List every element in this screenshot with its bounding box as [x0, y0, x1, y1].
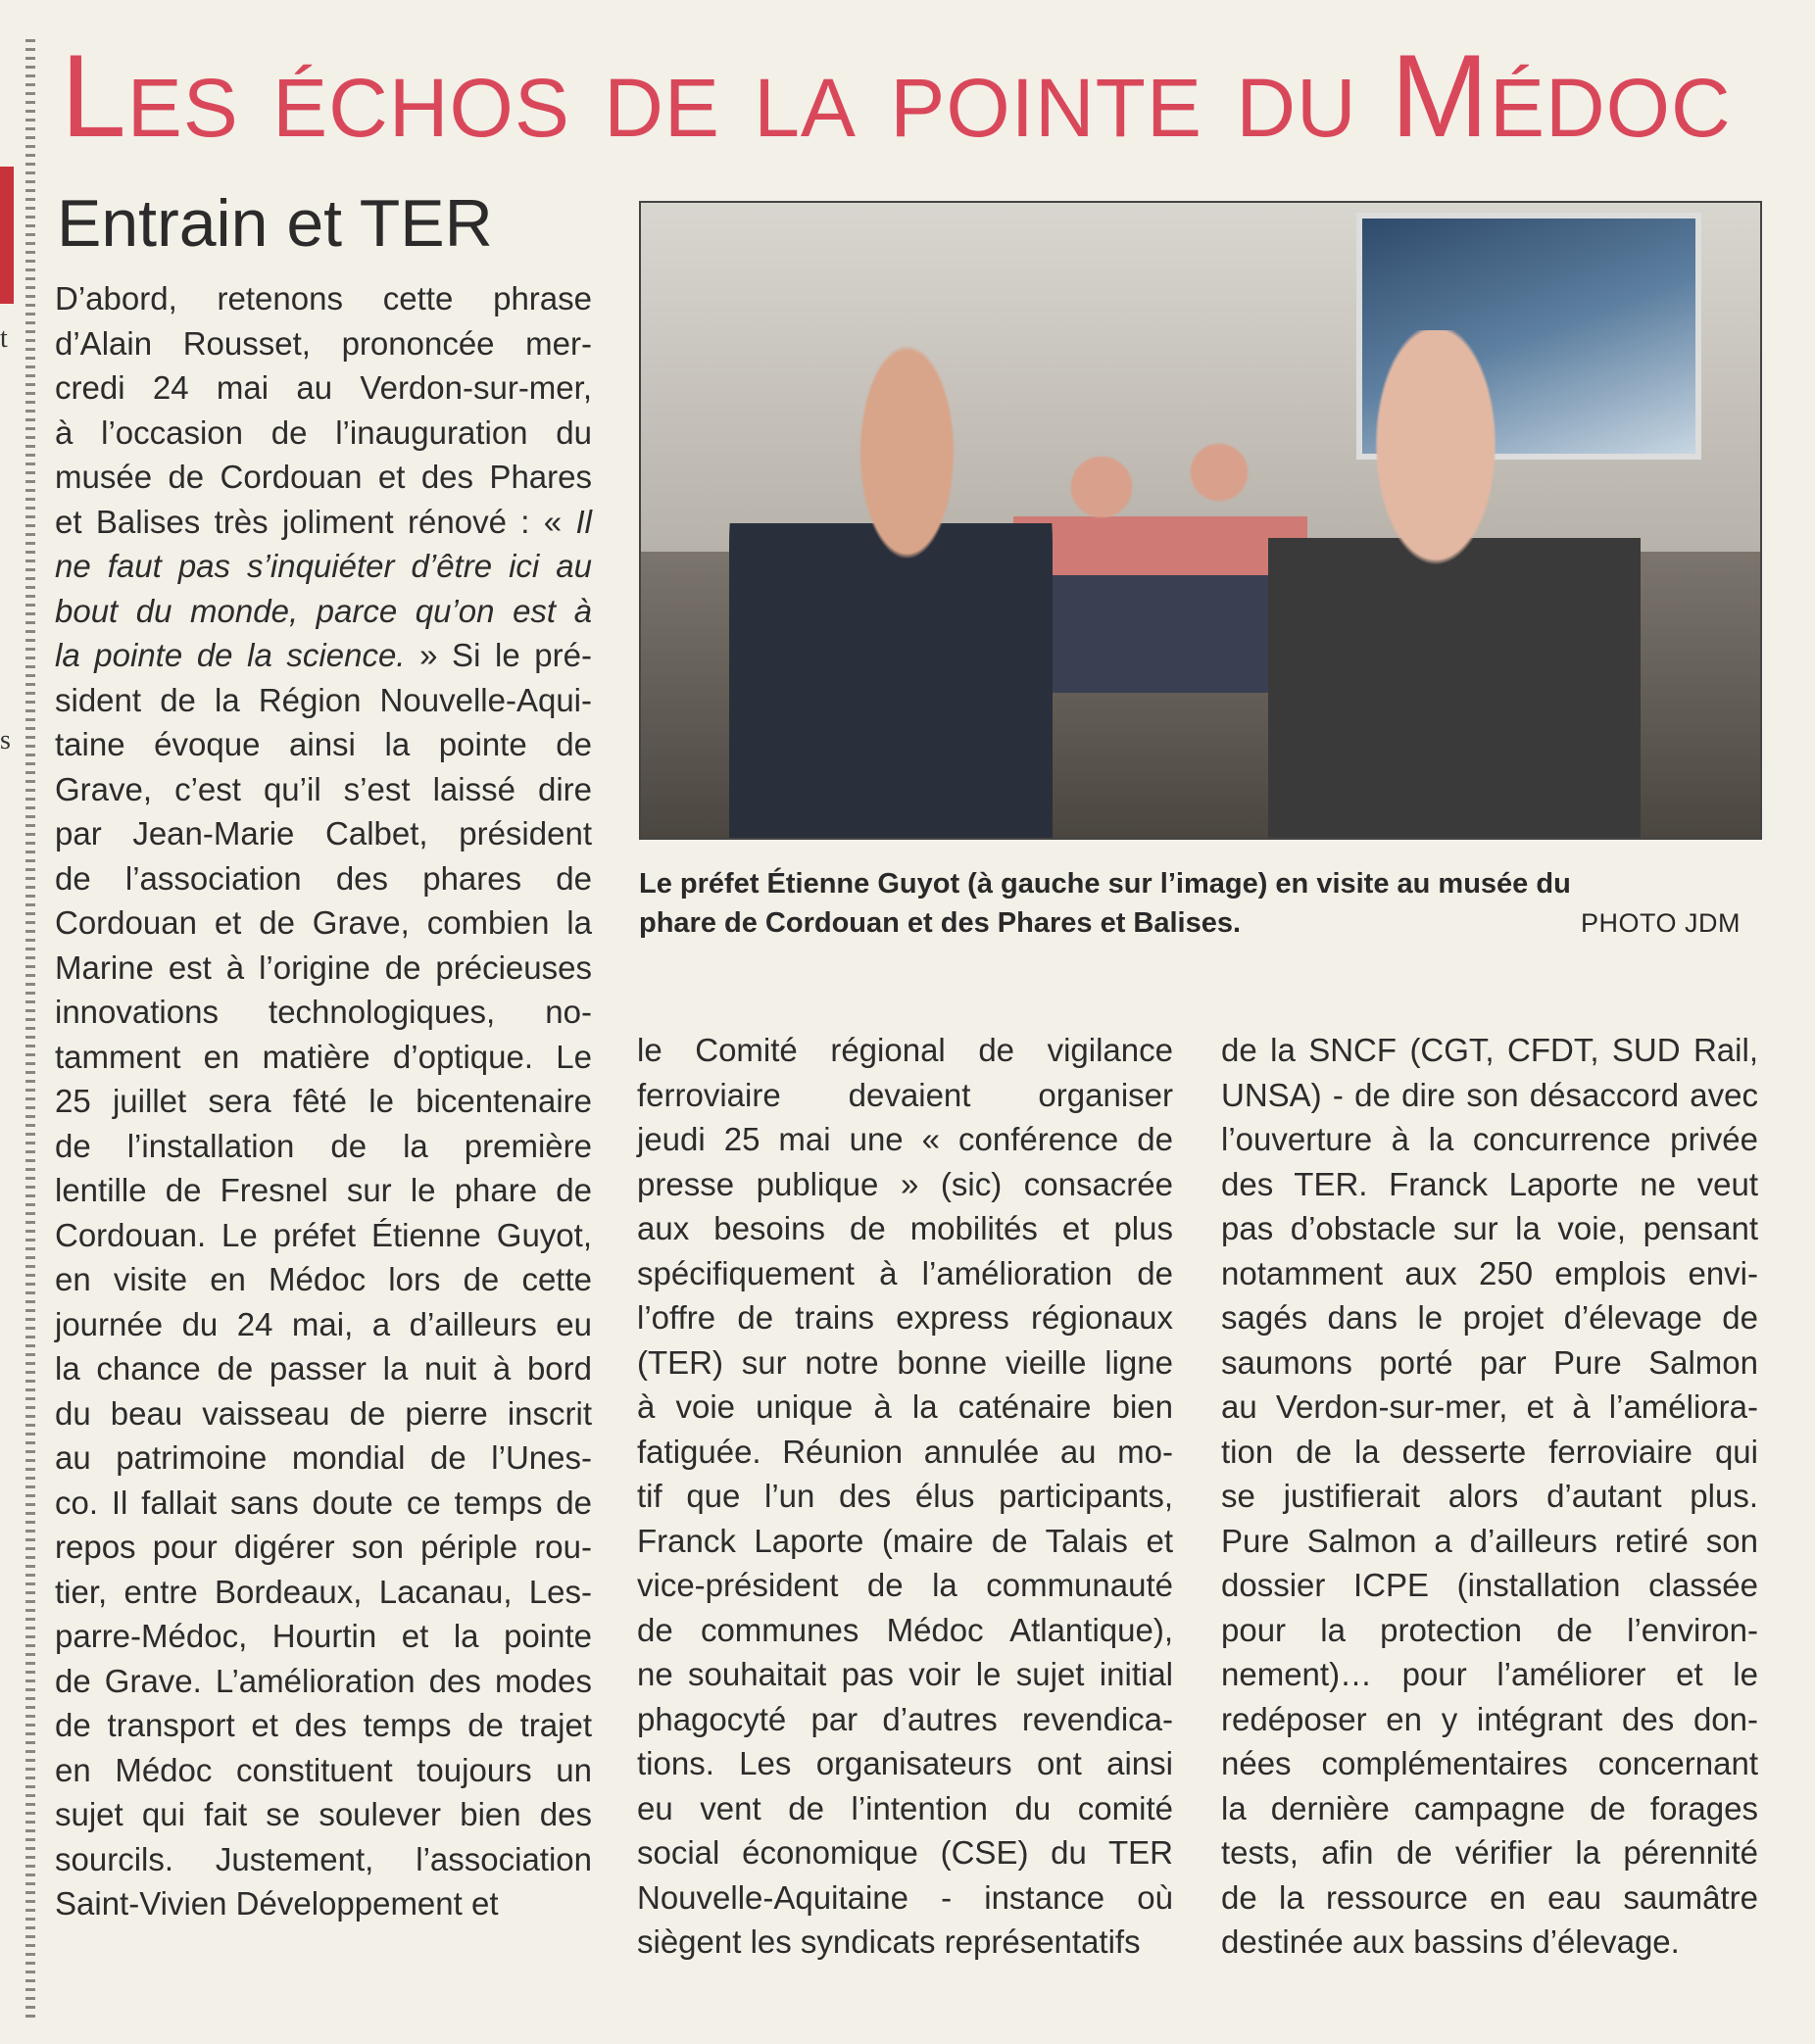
- article-text-line: Nouvelle-Aquitaine - instance où: [637, 1878, 1173, 1916]
- article-text-line: d’Alain Rousset, prononcée mer-: [55, 324, 592, 362]
- article-text-line: jeudi 25 mai une « conférence de: [637, 1121, 1173, 1157]
- article-column-1: [55, 276, 592, 1926]
- article-text-line: l’ouverture à la concurrence privée: [1221, 1121, 1758, 1157]
- article-text-line: fatiguée. Réunion annulée au mo-: [637, 1433, 1173, 1470]
- article-text-line: ne faut pas s’inquiéter d’être ici au: [55, 548, 592, 584]
- article-photo: [639, 201, 1762, 840]
- article-text-line: la pointe de la science. » Si le pré-: [55, 637, 592, 673]
- article-text-line: sident de la Région Nouvelle-Aqui-: [55, 681, 592, 718]
- article-text-line: à voie unique à la caténaire bien: [637, 1388, 1173, 1425]
- article-headline: Entrain et TER: [57, 186, 493, 261]
- article-text-line: UNSA) - de dire son désaccord avec: [1221, 1076, 1758, 1113]
- article-text-line: vice-président de la communauté: [637, 1567, 1173, 1603]
- article-text-line: se justifierait alors d’autant plus.: [1221, 1478, 1758, 1514]
- article-text-line: du beau vaisseau de pierre inscrit: [55, 1394, 592, 1432]
- article-text-line: le Comité régional de vigilance: [637, 1032, 1173, 1068]
- article-text-line: ferroviaire devaient organiser: [637, 1076, 1173, 1113]
- article-text-line: de la ressource en eau saumâtre: [1221, 1878, 1758, 1916]
- article-text-line: tests, afin de vérifier la pérennité: [1221, 1834, 1758, 1871]
- article-text-line: la chance de passer la nuit à bord: [55, 1350, 592, 1387]
- article-text-line: social économique (CSE) du TER: [637, 1834, 1173, 1871]
- article-text-line: pas d’obstacle sur la voie, pensant: [1221, 1210, 1758, 1246]
- article-text-line: Pure Salmon a d’ailleurs retiré son: [1221, 1522, 1758, 1559]
- article-text-line: tif que l’un des élus participants,: [637, 1478, 1173, 1514]
- article-text-line: tion de la desserte ferroviaire qui: [1221, 1433, 1758, 1470]
- article-text-line: l’offre de trains express régionaux: [637, 1299, 1173, 1336]
- article-text-line: sourcils. Justement, l’association: [55, 1840, 592, 1877]
- article-text-line: de transport et des temps de trajet: [55, 1707, 592, 1743]
- section-title: Les échos de la pointe du Médoc: [61, 30, 1732, 162]
- photo-person-bearded-man: [1268, 330, 1641, 840]
- article-text-line: taine évoque ainsi la pointe de: [55, 726, 592, 762]
- article-text-line: nées complémentaires concernant: [1221, 1745, 1758, 1781]
- article-column-2: [637, 1028, 1173, 1965]
- article-text-line: destinée aux bassins d’élevage.: [1221, 1923, 1680, 1960]
- adjacent-page-red-band: [0, 167, 14, 304]
- adjacent-page-letter: s: [0, 725, 11, 755]
- article-text-line: au patrimoine mondial de l’Unes-: [55, 1439, 592, 1476]
- article-text-line: sujet qui fait se soulever bien des: [55, 1796, 592, 1832]
- article-text-line: par Jean-Marie Calbet, président: [55, 815, 592, 852]
- article-text-line: repos pour digérer son périple rou-: [55, 1529, 592, 1565]
- article-column-3: [1221, 1028, 1758, 1965]
- article-text-line: de communes Médoc Atlantique),: [637, 1611, 1173, 1648]
- article-text-line: Cordouan et de Grave, combien la: [55, 904, 592, 941]
- article-text-line: aux besoins de mobilités et plus: [637, 1210, 1173, 1246]
- article-text-line: à l’occasion de l’inauguration du: [55, 414, 592, 451]
- article-text-line: Saint-Vivien Développement et: [55, 1885, 499, 1922]
- article-text-line: journée du 24 mai, a d’ailleurs eu: [55, 1305, 592, 1342]
- article-text-line: (TER) sur notre bonne vieille ligne: [637, 1343, 1173, 1381]
- article-text-line: lentille de Fresnel sur le phare de: [55, 1172, 592, 1208]
- article-text-line: et Balises très joliment rénové : « Il: [55, 503, 592, 540]
- article-text-line: pour la protection de l’environ-: [1221, 1611, 1758, 1648]
- article-text-line: en Médoc constituent toujours un: [55, 1751, 592, 1788]
- article-text-line: nement)… pour l’améliorer et le: [1221, 1656, 1758, 1692]
- article-text-line: musée de Cordouan et des Phares: [55, 459, 592, 495]
- article-text-line: Cordouan. Le préfet Étienne Guyot,: [55, 1216, 592, 1253]
- article-text-line: tamment en matière d’optique. Le: [55, 1038, 592, 1075]
- article-text-line: la dernière campagne de forages: [1221, 1789, 1758, 1826]
- caption-line: phare de Cordouan et des Phares et Balises.: [639, 907, 1242, 939]
- photo-caption: [639, 864, 1762, 943]
- article-text-line: Franck Laporte (maire de Talais et: [637, 1522, 1173, 1559]
- article-text-line: Marine est à l’origine de précieuses: [55, 949, 592, 986]
- article-text-line: Grave, c’est qu’il s’est laissé dire: [55, 770, 592, 807]
- article-text-line: de la SNCF (CGT, CFDT, SUD Rail,: [1221, 1032, 1758, 1068]
- article-text-line: tions. Les organisateurs ont ainsi: [637, 1745, 1173, 1781]
- page-edge-perforation: [25, 39, 35, 2019]
- article-text-line: parre-Médoc, Hourtin et la pointe: [55, 1618, 592, 1654]
- article-text-line: siègent les syndicats représentatifs: [637, 1923, 1141, 1960]
- article-text-line: bout du monde, parce qu’on est à: [55, 592, 592, 629]
- article-text-line: eu vent de l’intention du comité: [637, 1789, 1173, 1826]
- article-text-line: saumons porté par Pure Salmon: [1221, 1343, 1758, 1381]
- article-text-line: de l’installation de la première: [55, 1127, 592, 1164]
- article-text-line: au Verdon-sur-mer, et à l’améliora-: [1221, 1388, 1758, 1425]
- adjacent-page-letter: t: [0, 323, 8, 354]
- article-text-line: des TER. Franck Laporte ne veut: [1221, 1165, 1758, 1202]
- article-text-line: spécifiquement à l’amélioration de: [637, 1254, 1173, 1291]
- photo-credit: PHOTO JDM: [1580, 908, 1741, 938]
- article-text-line: co. Il fallait sans doute ce temps de: [55, 1484, 592, 1521]
- article-text-line: 25 juillet sera fêté le bicentenaire: [55, 1083, 592, 1119]
- article-text-line: redéposer en y intégrant des don-: [1221, 1700, 1758, 1737]
- article-text-line: credi 24 mai au Verdon-sur-mer,: [55, 369, 592, 406]
- article-text-line: presse publique » (sic) consacrée: [637, 1165, 1173, 1202]
- article-text-line: innovations technologiques, no-: [55, 994, 592, 1030]
- photo-person-prefect: [729, 340, 1053, 840]
- article-text-line: en visite en Médoc lors de cette: [55, 1261, 592, 1297]
- article-text-line: de l’association des phares de: [55, 859, 592, 897]
- caption-line: Le préfet Étienne Guyot (à gauche sur l’image) en visite au musée du: [639, 868, 1571, 900]
- article-text-line: ne souhaitait pas voir le sujet initial: [637, 1656, 1173, 1692]
- article-text-line: phagocyté par d’autres revendica-: [637, 1700, 1173, 1737]
- article-text-line: D’abord, retenons cette phrase: [55, 280, 592, 316]
- article-text-line: de Grave. L’amélioration des modes: [55, 1662, 592, 1699]
- article-text-line: notamment aux 250 emplois envi-: [1221, 1254, 1758, 1291]
- article-text-line: tier, entre Bordeaux, Lacanau, Les-: [55, 1573, 592, 1610]
- article-text-line: sagés dans le projet d’élevage de: [1221, 1299, 1758, 1336]
- article-text-line: dossier ICPE (installation classée: [1221, 1567, 1758, 1603]
- photo-crowd: [1013, 399, 1307, 693]
